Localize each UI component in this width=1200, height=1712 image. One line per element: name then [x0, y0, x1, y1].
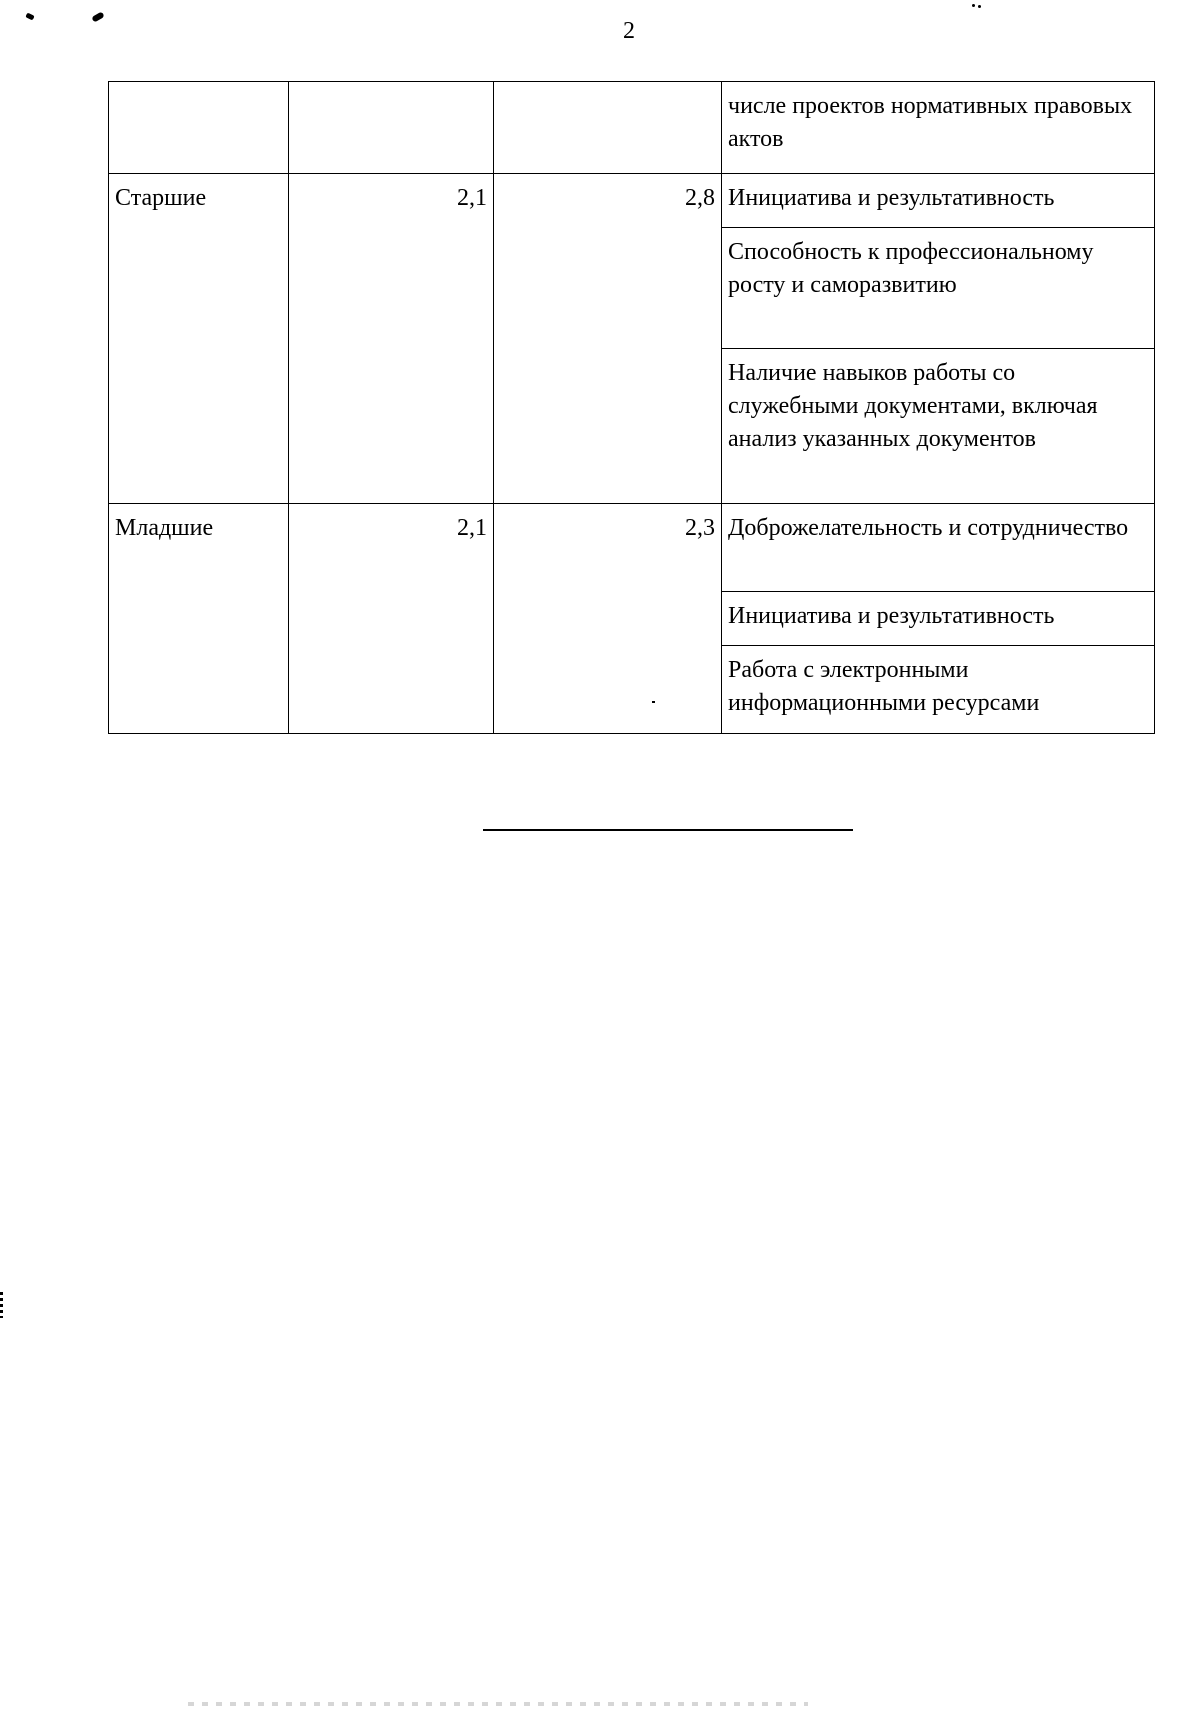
table-row [109, 504, 1155, 592]
group-cell [109, 82, 289, 174]
value-2-cell [494, 82, 722, 174]
group-cell: Младшие [109, 504, 289, 734]
group-cell: Старшие [109, 174, 289, 504]
value-1-cell: 2,1 [289, 504, 494, 734]
value-1-cell [289, 82, 494, 174]
criterion-cell: Способность к профессиональному росту и саморазвитию [722, 228, 1155, 349]
table-row [109, 82, 1155, 174]
criteria-table [108, 81, 1155, 734]
value-1-cell: 2,1 [289, 174, 494, 504]
page-number: 2 [623, 18, 635, 44]
scan-speck [978, 5, 981, 8]
criterion-cell: Работа с электронными информационными ресурсами [722, 646, 1155, 734]
value-2-cell: 2,3 [494, 504, 722, 734]
scan-edge-mark [0, 1292, 3, 1318]
table-row [109, 174, 1155, 228]
criterion-cell: Наличие навыков работы со служебными документами, включая анализ указанных документов [722, 349, 1155, 504]
criterion-cell: Инициатива и результативность [722, 592, 1155, 646]
scan-speck [972, 4, 975, 7]
end-of-document-rule [483, 829, 853, 831]
value-2-cell: 2,8 [494, 174, 722, 504]
criterion-cell: Инициатива и результативность [722, 174, 1155, 228]
scan-footer-smudge [188, 1702, 808, 1706]
criterion-cell: Доброжелательность и сотрудничество [722, 504, 1155, 592]
criterion-cell: числе проектов нормативных правовых актов [722, 82, 1155, 174]
